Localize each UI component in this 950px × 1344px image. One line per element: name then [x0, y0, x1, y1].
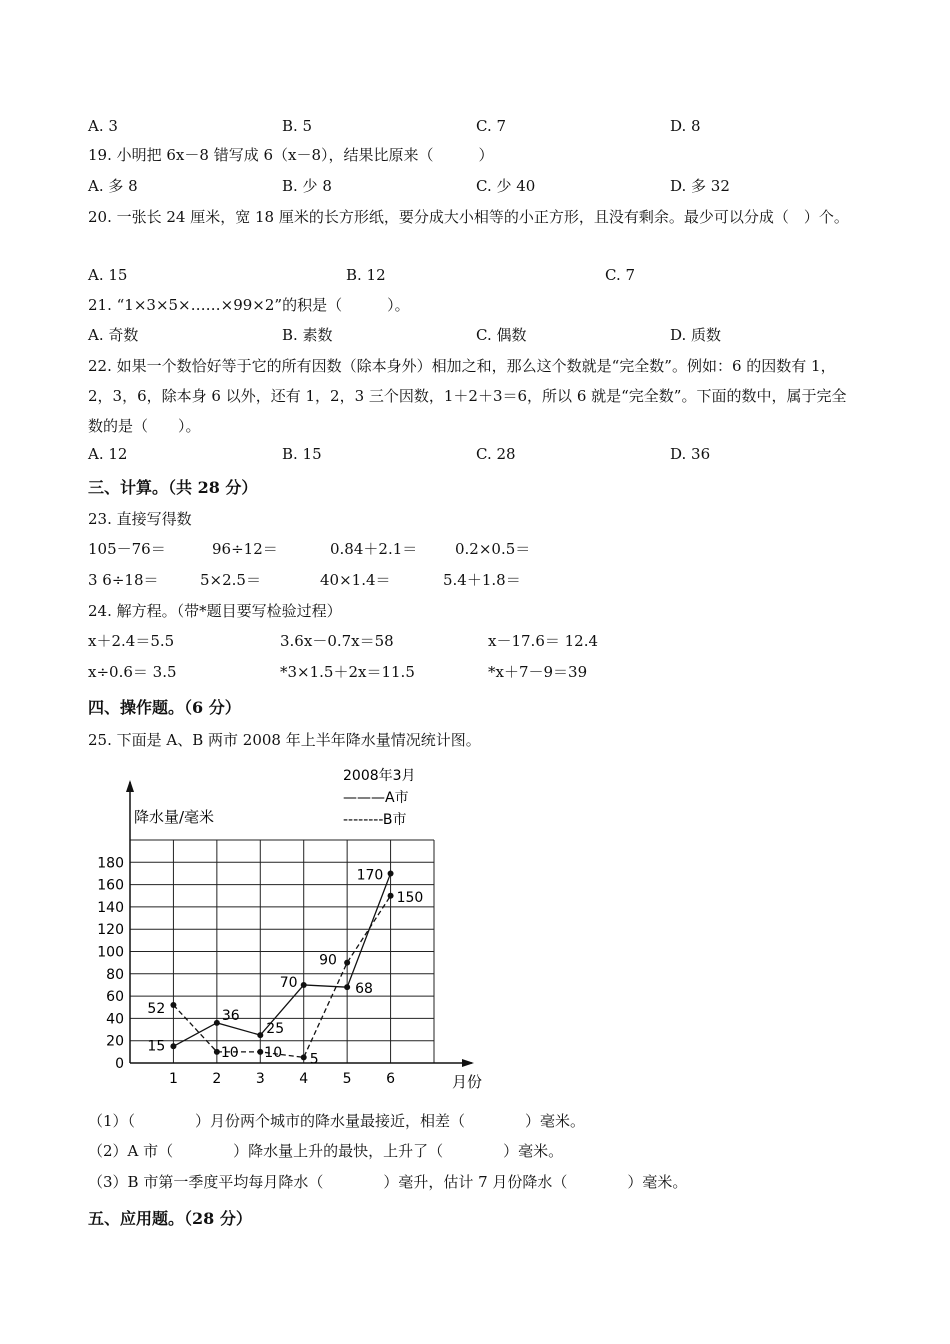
legend-a: ———A市	[343, 790, 409, 806]
data-label: 36	[221, 1007, 240, 1024]
chart-marks	[147, 867, 423, 1067]
q19-option-d: D. 多 32	[670, 177, 730, 195]
data-label: 10	[220, 1044, 239, 1061]
q20-option-c: C. 7	[605, 266, 636, 284]
q22-option-a: A. 12	[88, 445, 128, 463]
q23-item: 40×1.4＝	[320, 571, 391, 589]
x-axis-arrow	[462, 1059, 474, 1067]
y-tick-label: 20	[106, 1033, 124, 1050]
y-axis-arrow	[126, 780, 134, 792]
series-a-point	[214, 1020, 220, 1026]
y-tick-label: 120	[97, 922, 124, 939]
q19-stem: 19. 小明把 6x－8 错写成 6（x－8），结果比原来（ ）	[88, 146, 494, 164]
data-label: 170	[356, 867, 384, 884]
q23-stem: 23. 直接写得数	[88, 510, 192, 528]
legend-b: --------B市	[343, 812, 407, 828]
series-b-point	[301, 1054, 307, 1060]
q25-sub3: （3）B 市第一季度平均每月降水（ ）毫升，估计 7 月份降水（ ）毫米。	[88, 1173, 688, 1191]
q19-option-a: A. 多 8	[88, 177, 138, 195]
q24-equation: *x＋7－9＝39	[488, 663, 588, 681]
x-tick-label: 2	[212, 1071, 222, 1087]
data-label: 68	[355, 981, 373, 998]
q24-equation: 3.6x－0.7x＝58	[280, 632, 394, 650]
q22-option-d: D. 36	[670, 445, 711, 463]
y-axis-label: 降水量/毫米	[134, 808, 215, 826]
series-b-point	[388, 893, 394, 899]
data-label: 25	[266, 1021, 285, 1038]
q18-option-b: B. 5	[282, 117, 313, 135]
section-4-heading: 四、操作题。（6 分）	[88, 698, 241, 717]
series-b-point	[170, 1002, 176, 1008]
series-b-point	[344, 960, 350, 966]
series-b-point	[214, 1049, 220, 1055]
data-label: 90	[319, 952, 337, 969]
x-tick-label: 4	[299, 1071, 309, 1087]
data-label: 70	[279, 974, 298, 991]
series-a-point	[257, 1032, 263, 1038]
q23-item: 105－76＝	[88, 540, 166, 558]
q24-equation: x－17.6＝ 12.4	[488, 632, 599, 650]
q24-equation: x÷0.6＝ 3.5	[88, 663, 177, 681]
q23-item: 3 6÷18＝	[88, 571, 159, 589]
y-tick-label: 80	[106, 966, 124, 983]
x-axis-label: 月份	[452, 1073, 483, 1091]
q24-equation: x＋2.4＝5.5	[88, 632, 175, 650]
q25-sub2: （2）A 市（ ）降水量上升的最快，上升了（ ）毫米。	[88, 1142, 564, 1160]
q22-stem: 22. 如果一个数恰好等于它的所有因数（除本身外）相加之和，那么这个数就是“完全数”。例如：6 的因数有 1，2，3，6，除本身 6 以外，还有 1，2，3 三个因数，1＋2＋3＝6，所以 6 就是“完全数”。下面的数中，属于完全数的是（ ）。	[88, 357, 847, 435]
x-tick-label: 5	[342, 1071, 352, 1087]
q24-equation: *3×1.5＋2x＝11.5	[280, 663, 415, 681]
q20-option-b: B. 12	[346, 266, 386, 284]
series-b-point	[257, 1049, 263, 1055]
chart-title: 2008年3月	[343, 768, 416, 784]
q18-option-a: A. 3	[88, 117, 118, 135]
q22-option-c: C. 28	[476, 445, 516, 463]
q21-stem: 21. “1×3×5×……×99×2”的积是（ ）。	[88, 296, 410, 314]
q24-stem: 24. 解方程。（带*题目要写检验过程）	[88, 602, 342, 620]
q20-option-a: A. 15	[88, 266, 128, 284]
q18-option-d: D. 8	[670, 117, 701, 135]
series-a-point	[344, 984, 350, 990]
y-tick-label: 180	[97, 855, 124, 872]
x-tick-label: 1	[168, 1071, 178, 1087]
y-tick-label: 40	[106, 1011, 124, 1028]
q23-item: 0.84＋2.1＝	[330, 540, 418, 558]
y-tick-label: 0	[115, 1056, 124, 1072]
q21-option-d: D. 质数	[670, 326, 722, 344]
section-3-heading: 三、计算。（共 28 分）	[88, 478, 258, 497]
data-label: 15	[147, 1038, 166, 1055]
data-label: 5	[309, 1051, 319, 1068]
q22-option-b: B. 15	[282, 445, 322, 463]
q23-item: 0.2×0.5＝	[455, 540, 531, 558]
q23-item: 5×2.5＝	[200, 571, 261, 589]
q23-item: 5.4＋1.8＝	[443, 571, 521, 589]
q23-item: 96÷12＝	[212, 540, 278, 558]
y-tick-label: 160	[97, 877, 124, 894]
section-5-heading: 五、应用题。（28 分）	[88, 1209, 252, 1228]
data-label: 10	[264, 1044, 283, 1061]
data-label: 150	[396, 889, 424, 906]
q21-option-c: C. 偶数	[476, 326, 527, 344]
x-tick-label: 3	[255, 1071, 265, 1087]
q21-option-b: B. 素数	[282, 326, 333, 344]
q19-option-b: B. 少 8	[282, 177, 332, 195]
x-tick-label: 6	[386, 1071, 396, 1087]
y-tick-label: 100	[97, 944, 124, 961]
q21-option-a: A. 奇数	[88, 326, 139, 344]
data-label: 52	[147, 1001, 166, 1018]
rainfall-line-chart	[88, 760, 508, 1095]
q19-option-c: C. 少 40	[476, 177, 536, 195]
q18-option-c: C. 7	[476, 117, 507, 135]
series-a-point	[388, 870, 394, 876]
q25-sub1: （1）（ ）月份两个城市的降水量最接近，相差（ ）毫米。	[88, 1112, 586, 1130]
y-tick-label: 60	[106, 989, 124, 1006]
y-tick-label: 140	[97, 899, 124, 916]
series-a-point	[301, 982, 307, 988]
series-a-point	[170, 1043, 176, 1049]
q20-stem: 20. 一张长 24 厘米，宽 18 厘米的长方形纸，要分成大小相等的小正方形，且没有剩余。最少可以分成（ ）个。	[88, 208, 849, 226]
q25-stem: 25. 下面是 A、B 两市 2008 年上半年降水量情况统计图。	[88, 731, 481, 749]
